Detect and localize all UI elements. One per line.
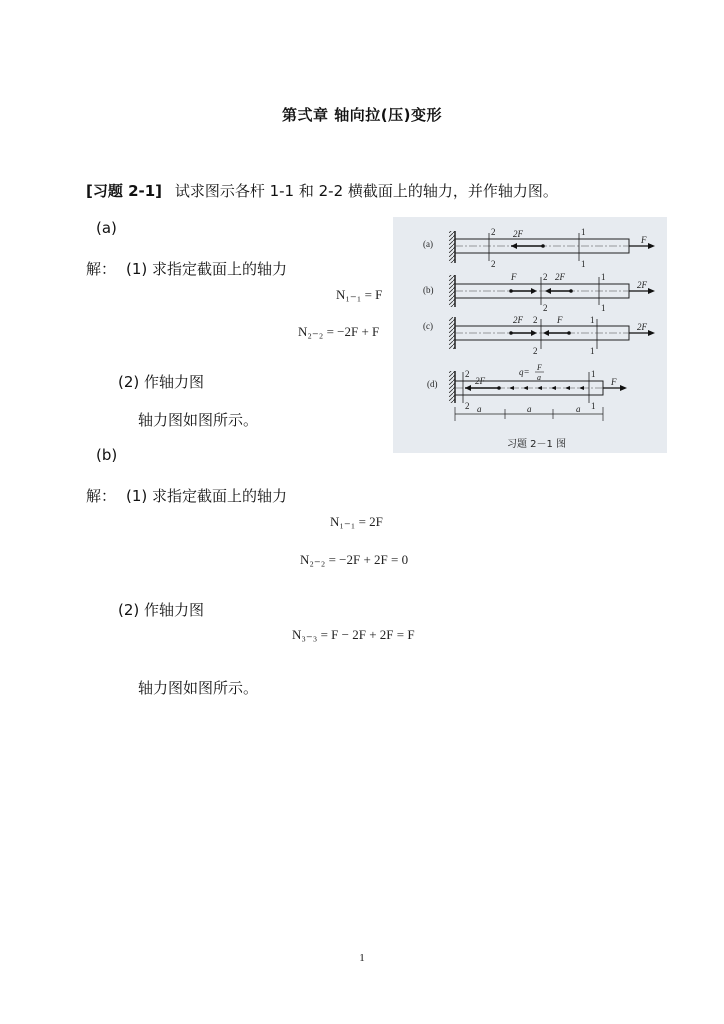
figure-svg — [393, 217, 667, 453]
sec1-bot-a: 1 — [581, 259, 586, 269]
sec1-top-b: 1 — [601, 272, 606, 282]
part-b-label: (b) — [96, 446, 118, 464]
bar-c — [423, 315, 655, 356]
load-F-c: F — [557, 315, 563, 325]
sec2-top-c: 2 — [533, 315, 538, 325]
sec2-top-a: 2 — [491, 227, 496, 237]
q-numerator: F — [537, 363, 542, 372]
wall-d — [449, 371, 455, 403]
bar-d — [427, 363, 627, 421]
wall-c — [449, 317, 455, 349]
part-b-step1: (1) 求指定截面上的轴力 — [126, 487, 288, 505]
load-2F-b1: 2F — [555, 272, 565, 282]
sec2-bot-c: 2 — [533, 346, 538, 356]
sec1-top-a: 1 — [581, 227, 586, 237]
part-b-eq3: N₃₋₃ = F − 2F + 2F = F — [292, 627, 415, 642]
label-a: (a) — [423, 239, 433, 249]
sec2-top-b: 2 — [543, 272, 548, 282]
bar-b — [423, 272, 655, 313]
load-2F-b2: 2F — [637, 280, 647, 290]
sec2-bot-b: 2 — [543, 303, 548, 313]
label-c: (c) — [423, 321, 433, 331]
sec1-bot-b: 1 — [601, 303, 606, 313]
load-minus2F-d: −2F — [469, 376, 486, 386]
part-a-eq2: N₂₋₂ = −2F + F — [298, 324, 380, 339]
part-a-note: 轴力图如图所示。 — [138, 411, 259, 429]
dim-a-3: a — [576, 404, 581, 414]
part-a-eq1: N₁₋₁ = F — [336, 287, 383, 302]
sec1-top-d: 1 — [591, 369, 596, 379]
part-a-step1: (1) 求指定截面上的轴力 — [126, 260, 288, 278]
label-d: (d) — [427, 379, 438, 389]
part-b-solution — [86, 485, 287, 506]
dim-a-2: a — [527, 404, 532, 414]
load-F-d: F — [611, 377, 617, 387]
sec2-bot-d: 2 — [465, 401, 470, 411]
part-b-eq2: N₂₋₂ = −2F + 2F = 0 — [300, 552, 409, 567]
sec2-top-d: 2 — [465, 369, 470, 379]
part-a-solution — [86, 258, 287, 279]
figure-2-1 — [393, 217, 667, 453]
problem-label: [习题 2-1] — [86, 182, 163, 200]
part-a-label: (a) — [96, 219, 117, 237]
part-b-step2: (2) 作轴力图 — [118, 601, 205, 619]
wall-a — [449, 231, 455, 263]
q-denominator: a — [537, 373, 541, 382]
solution-label: 解： — [86, 260, 117, 278]
label-b: (b) — [423, 285, 434, 295]
part-a-step2: (2) 作轴力图 — [118, 373, 205, 391]
load-F-a: F — [641, 235, 647, 245]
sec1-bot-d: 1 — [591, 401, 596, 411]
load-2F-a: 2F — [513, 229, 523, 239]
dim-a-1: a — [477, 404, 482, 414]
problem-text: 试求图示各杆 1-1 和 2-2 横截面上的轴力，并作轴力图。 — [174, 182, 558, 200]
q-label: q= — [519, 367, 530, 377]
load-F-b1: F — [511, 272, 517, 282]
load-2F-c1: 2F — [513, 315, 523, 325]
part-b-eq1: N₁₋₁ = 2F — [330, 514, 383, 529]
sec1-top-c: 1 — [590, 315, 595, 325]
figure-caption: 习题 2－1 图 — [507, 439, 567, 450]
load-2F-c2: 2F — [637, 322, 647, 332]
sec2-bot-a: 2 — [491, 259, 496, 269]
solution-label: 解： — [86, 487, 117, 505]
part-b-note: 轴力图如图所示。 — [138, 679, 259, 697]
wall-b — [449, 275, 455, 307]
page-number: 1 — [359, 952, 365, 964]
sec1-bot-c: 1 — [590, 346, 595, 356]
problem-statement — [86, 180, 558, 201]
page-title: 第弍章 轴向拉(压)变形 — [282, 106, 442, 124]
bar-a — [423, 227, 655, 269]
